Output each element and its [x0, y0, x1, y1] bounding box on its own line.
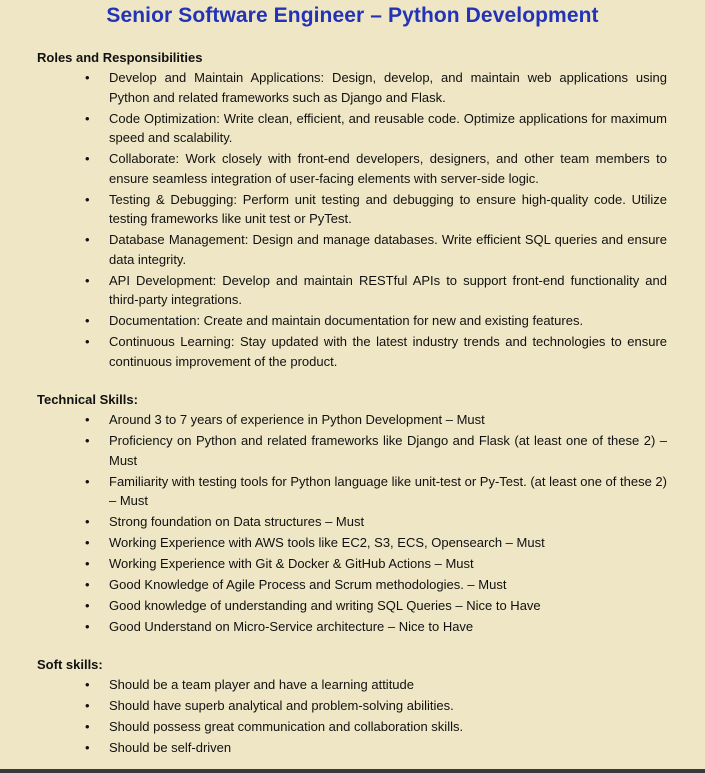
list-item-text: Should have superb analytical and problem-solving abilities.: [109, 698, 454, 713]
list-item: [0, 675, 705, 695]
bullet-icon: •: [85, 272, 90, 288]
list-item-text: Proficiency on Python and related frameworks like Django and Flask (at least one of these 2) – Must: [109, 433, 667, 468]
list-item: [0, 230, 705, 269]
list-item: [0, 738, 705, 758]
list-item: [0, 332, 705, 371]
bullet-icon: •: [85, 70, 90, 85]
section-heading-soft-skills: Soft skills:: [37, 657, 103, 672]
list-item: [0, 472, 705, 511]
bullet-icon: •: [85, 698, 90, 713]
bullet-icon: •: [85, 740, 90, 755]
list-item-text: API Development: Develop and maintain RESTful APIs to support front-end functionality and third-party integrations.: [109, 272, 667, 307]
list-item: [0, 68, 705, 107]
list-item-text: Good knowledge of understanding and writing SQL Queries – Nice to Have: [109, 598, 541, 613]
list-item: [0, 149, 705, 188]
list-item: [0, 431, 705, 470]
bullet-icon: •: [85, 677, 90, 692]
list-item-text: Database Management: Design and manage databases. Write efficient SQL queries and ensure data integrity.: [109, 232, 667, 267]
list-item: [0, 575, 705, 595]
bullet-icon: •: [85, 619, 90, 634]
list-item: [0, 717, 705, 737]
bullet-icon: •: [85, 110, 90, 126]
list-item-text: Strong foundation on Data structures – Must: [109, 514, 365, 529]
roles-list: [0, 68, 705, 373]
bullet-icon: •: [85, 433, 90, 448]
bullet-icon: •: [85, 334, 90, 349]
list-item: [0, 512, 705, 532]
list-item: [0, 271, 705, 310]
bullet-icon: •: [85, 313, 90, 328]
list-item-text: Familiarity with testing tools for Python language like unit-test or Py-Test. (at least one of these 2) – Must: [109, 473, 667, 508]
list-item-text: Documentation: Create and maintain documentation for new and existing features.: [109, 313, 584, 328]
bullet-icon: •: [85, 535, 90, 550]
bullet-icon: •: [85, 598, 90, 613]
list-item: [0, 617, 705, 637]
list-item: [0, 533, 705, 553]
list-item-text: Should be self-driven: [109, 740, 232, 755]
list-item-text: Should be a team player and have a learning attitude: [109, 677, 414, 692]
page-bottom-border: [0, 769, 705, 773]
bullet-icon: •: [85, 232, 90, 247]
section-heading-technical-skills: Technical Skills:: [37, 392, 138, 407]
soft-skills-list: [0, 675, 705, 759]
list-item: [0, 554, 705, 574]
bullet-icon: •: [85, 577, 90, 592]
list-item: [0, 596, 705, 616]
list-item-text: Collaborate: Work closely with front-end developers, designers, and other team members to ensure seamless integration of user-facing elements with server-side logic.: [109, 151, 667, 186]
list-item-text: Good Understand on Micro-Service architecture – Nice to Have: [109, 619, 474, 634]
technical-skills-list: [0, 410, 705, 638]
list-item-text: Should possess great communication and collaboration skills.: [109, 719, 464, 734]
list-item-text: Working Experience with Git & Docker & GitHub Actions – Must: [109, 556, 474, 571]
bullet-icon: •: [85, 514, 90, 529]
list-item: [0, 190, 705, 229]
list-item-text: Code Optimization: Write clean, efficient, and reusable code. Optimize applications for maximum speed and scalability.: [109, 110, 667, 145]
bullet-icon: •: [85, 151, 90, 166]
bullet-icon: •: [85, 191, 90, 207]
bullet-icon: •: [85, 556, 90, 571]
list-item-text: Around 3 to 7 years of experience in Python Development – Must: [109, 412, 485, 427]
list-item: [0, 410, 705, 430]
list-item-text: Testing & Debugging: Perform unit testing and debugging to ensure high-quality code. Utilize testing frameworks like unit test or PyTest.: [109, 191, 667, 226]
bullet-icon: •: [85, 719, 90, 734]
section-heading-roles: Roles and Responsibilities: [37, 50, 203, 65]
list-item: [0, 109, 705, 148]
page-title: Senior Software Engineer – Python Development: [106, 4, 599, 27]
bullet-icon: •: [85, 473, 90, 489]
bullet-icon: •: [85, 412, 90, 427]
list-item-text: Continuous Learning: Stay updated with the latest industry trends and technologies to ensure continuous improvement of the product.: [109, 334, 667, 369]
list-item: [0, 311, 705, 331]
list-item-text: Good Knowledge of Agile Process and Scrum methodologies. – Must: [109, 577, 507, 592]
list-item: [0, 696, 705, 716]
list-item-text: Working Experience with AWS tools like EC2, S3, ECS, Opensearch – Must: [109, 535, 545, 550]
list-item-text: Develop and Maintain Applications: Design, develop, and maintain web applications using Python and related frameworks such as Django and Flask.: [109, 70, 667, 105]
